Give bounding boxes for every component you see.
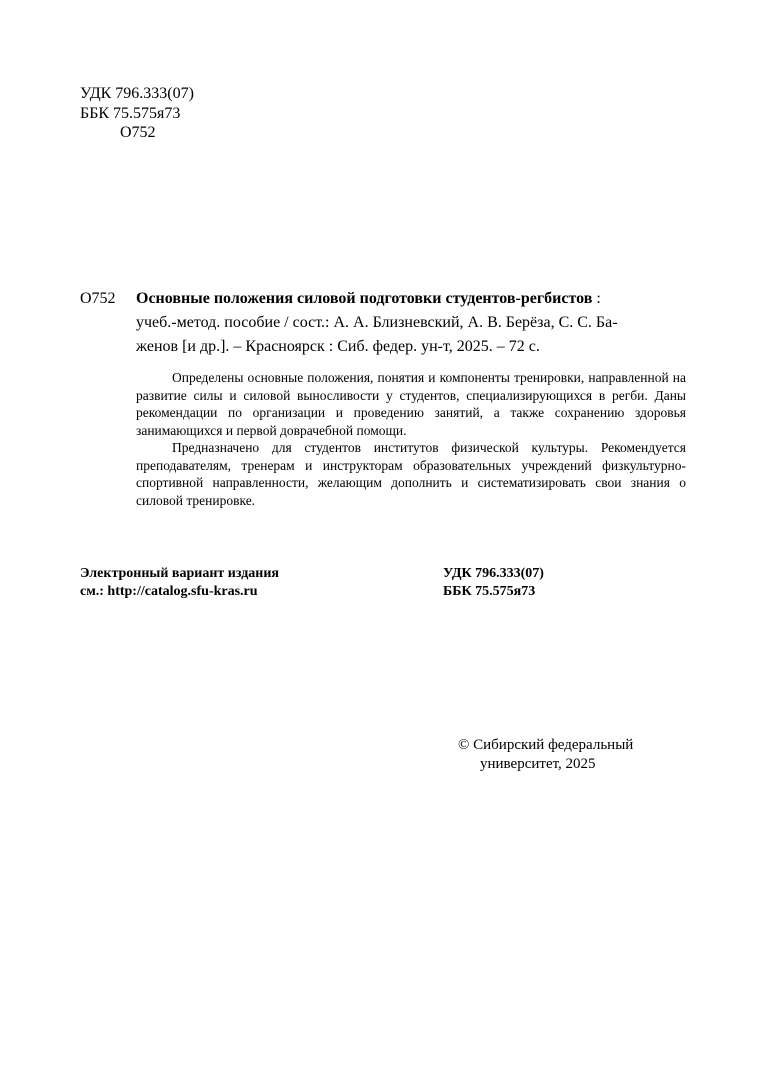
electronic-version-note — [80, 565, 279, 601]
copyright-notice — [458, 736, 633, 774]
classification-codes-bottom — [443, 565, 544, 601]
classification-codes-top — [80, 84, 194, 143]
catalog-link[interactable]: см.: http://catalog.sfu-kras.ru — [80, 584, 258, 599]
record-line-3: женов [и др.]. – Красноярск : Сиб. федер. ун-т, 2025. – 72 с. — [136, 338, 540, 355]
copyright-line-2: университет, 2025 — [480, 756, 596, 772]
udk-code-bottom: УДК 796.333(07) — [443, 566, 544, 581]
annotation-paragraph-2: Предназначено для студентов институтов физической культуры. Рекомендуется преподавателям, тренерам и инструкторам образовательных учреждений физкультурно-спортивной направленности, желающим дополнить и систематизировать свои знания о силовой тренировке. — [136, 440, 686, 508]
record-line-2: учеб.-метод. пособие / сост.: А. А. Близневский, А. В. Берёза, С. С. Ба- — [136, 314, 618, 331]
record-author-mark: О752 — [80, 290, 116, 307]
copyright-line-1: © Сибирский федеральный — [458, 737, 634, 753]
author-mark: О752 — [120, 124, 156, 141]
bbk-code-bottom: ББК 75.575я73 — [443, 584, 536, 599]
book-title: Основные положения силовой подготовки студентов-регбистов — [136, 290, 593, 307]
bibliographic-record — [80, 287, 690, 359]
electronic-version-label: Электронный вариант издания — [80, 566, 279, 581]
bbk-code: ББК 75.575я73 — [80, 104, 181, 122]
record-description — [136, 287, 690, 359]
annotation — [136, 369, 686, 509]
title-separator: : — [592, 290, 601, 307]
udk-code: УДК 796.333(07) — [80, 85, 194, 102]
annotation-paragraph-1: Определены основные положения, понятия и компоненты тренировки, направленной на развитие силы и силовой выносливости у студентов, специализирующихся в регби. Даны рекомендации по организации и проведению занятий, а также сохранению здоровья занимающихся и первой доврачебной помощи. — [136, 370, 686, 438]
